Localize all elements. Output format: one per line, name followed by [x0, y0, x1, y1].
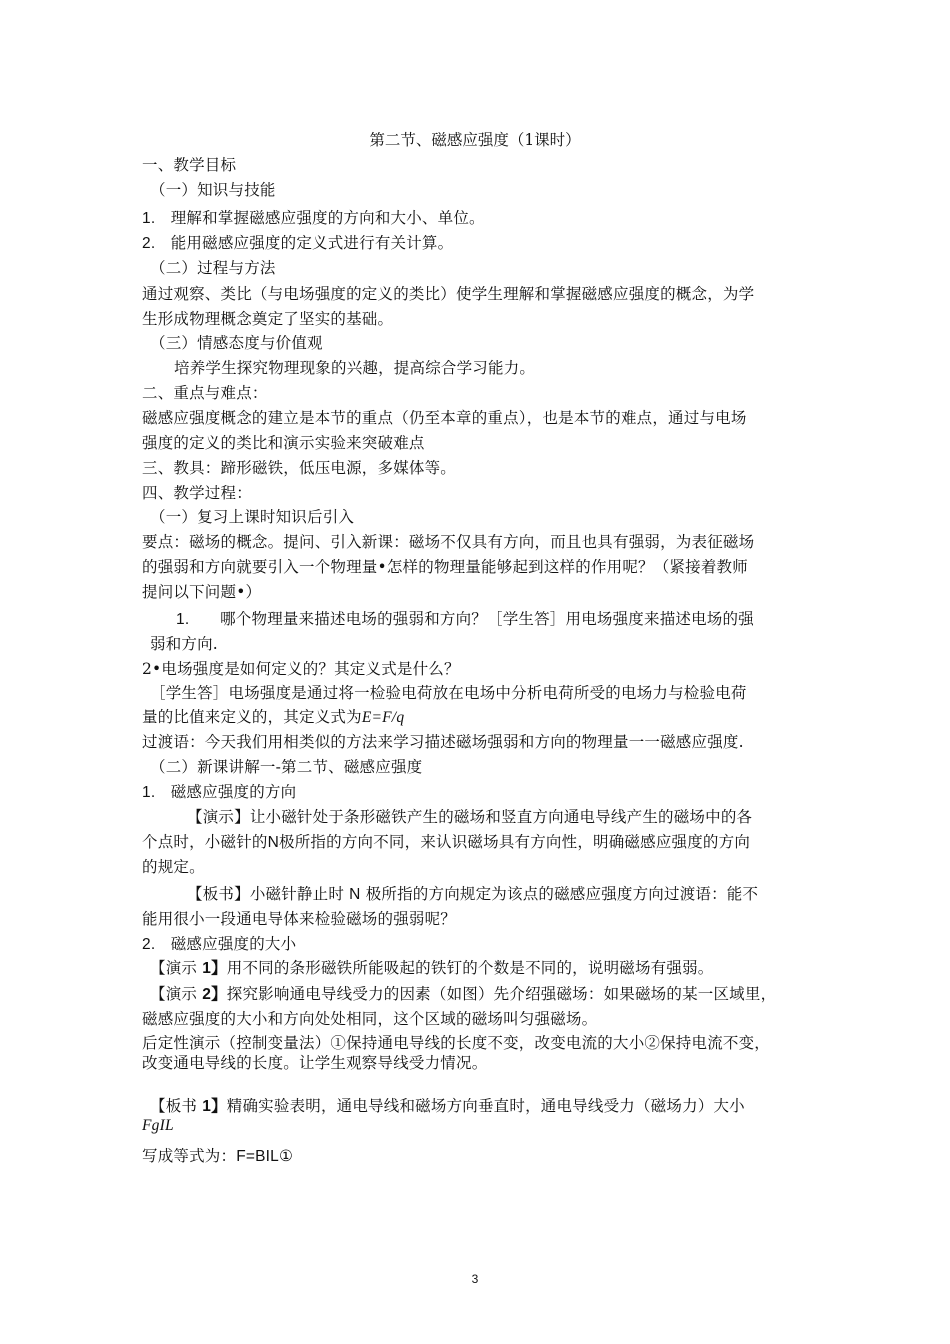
paragraph-line: 培养学生探究物理现象的兴趣，提高综合学习能力。 — [174, 359, 536, 377]
section-heading-tools: 三、教具：蹄形磁铁，低压电源，多媒体等。 — [142, 459, 457, 477]
paragraph-line: 提问以下问题•） — [142, 583, 262, 601]
paragraph-line: 后定性演示（控制变量法）①保持通电导线的长度不变，改变电流的大小②保持电流不变， — [142, 1034, 771, 1052]
paragraph-line: ［学生答］电场强度是通过将一检验电荷放在电场中分析电荷所受的电场力与检验电荷 — [150, 684, 747, 702]
subsection-knowledge: （一）知识与技能 — [150, 181, 276, 199]
paragraph-line: 能用很小一段通电导体来检验磁场的强弱呢？ — [142, 910, 457, 928]
list-item: 1. 哪个物理量来描述电场的强弱和方向？［学生答］用电场强度来描述电场的强 — [176, 610, 754, 628]
paragraph-line: 弱和方向. — [150, 635, 218, 653]
paragraph-line: 【板书】小磁针静止时 N 极所指的方向规定为该点的磁感应强度方向过渡语：能不 — [187, 885, 759, 903]
paragraph-line: 改变通电导线的长度。让学生观察导线受力情况。 — [142, 1054, 488, 1072]
paragraph-line: 写成等式为：F=BIL① — [142, 1147, 294, 1165]
formula-force: F=BIL① — [236, 1148, 294, 1165]
section-heading-objectives: 一、教学目标 — [142, 156, 237, 174]
paragraph-line: 生形成物理概念奠定了坚实的基础。 — [142, 310, 394, 328]
paragraph-line: 强度的定义的类比和演示实验来突破难点 — [142, 434, 425, 452]
paragraph-line: 量的比值来定义的，其定义式为E=F/q — [142, 708, 405, 726]
paragraph-line: 的强弱和方向就要引入一个物理量•怎样的物理量能够起到这样的作用呢？（紧接着教师 — [142, 558, 748, 576]
formula-electric-field: E=F/q — [361, 709, 405, 726]
subsection-attitude: （三）情感态度与价值观 — [150, 334, 323, 352]
section-heading-process: 四、教学过程： — [142, 484, 252, 502]
paragraph-line: 【演示 1】用不同的条形磁铁所能吸起的铁钉的个数是不同的，说明磁场有强弱。 — [150, 959, 714, 977]
paragraph-line: 【演示】让小磁针处于条形磁铁产生的磁场和竖直方向通电导线产生的磁场中的各 — [187, 808, 753, 826]
list-item: 1. 磁感应强度的方向 — [142, 783, 297, 801]
paragraph-line: 【板书 1】精确实验表明，通电导线和磁场方向垂直时，通电导线受力（磁场力）大小 — [150, 1097, 745, 1115]
paragraph-line: 磁感应强度概念的建立是本节的重点（仍至本章的重点），也是本节的难点，通过与电场 — [142, 409, 747, 427]
paragraph-line: 过渡语：今天我们用相类似的方法来学习描述磁场强弱和方向的物理量一一磁感应强度. — [142, 733, 744, 751]
paragraph-line: 通过观察、类比（与电场强度的定义的类比）使学生理解和掌握磁感应强度的概念，为学 — [142, 285, 755, 303]
subsection-new-lesson: （二）新课讲解一-第二节、磁感应强度 — [150, 758, 423, 776]
subsection-review: （一）复习上课时知识后引入 — [150, 508, 355, 526]
paragraph-line: 2•电场强度是如何定义的？其定义式是什么？ — [142, 660, 460, 678]
list-item: 2. 磁感应强度的大小 — [142, 935, 297, 953]
list-item: 1. 理解和掌握磁感应强度的方向和大小、单位。 — [142, 209, 485, 227]
page-number: 3 — [471, 1272, 479, 1286]
subsection-process: （二）过程与方法 — [150, 259, 276, 277]
list-item: 2. 能用磁感应强度的定义式进行有关计算。 — [142, 234, 454, 252]
paragraph-line: 要点：磁场的概念。提问、引入新课：磁场不仅具有方向，而且也具有强弱，为表征磁场 — [142, 533, 755, 551]
paragraph-line: 的规定。 — [142, 858, 205, 876]
page-title: 第二节、磁感应强度（1课时） — [369, 131, 581, 149]
paragraph-line: 【演示 2】探究影响通电导线受力的因素（如图）先介绍强磁场：如果磁场的某一区域里， — [150, 985, 777, 1003]
formula-proportional: FgIL — [142, 1117, 174, 1134]
paragraph-line: 磁感应强度的大小和方向处处相同，这个区域的磁场叫匀强磁场。 — [142, 1010, 598, 1028]
section-heading-focus: 二、重点与难点： — [142, 384, 268, 402]
paragraph-line: 个点时，小磁针的N极所指的方向不同，来认识磁场具有方向性，明确磁感应强度的方向 — [142, 833, 751, 851]
